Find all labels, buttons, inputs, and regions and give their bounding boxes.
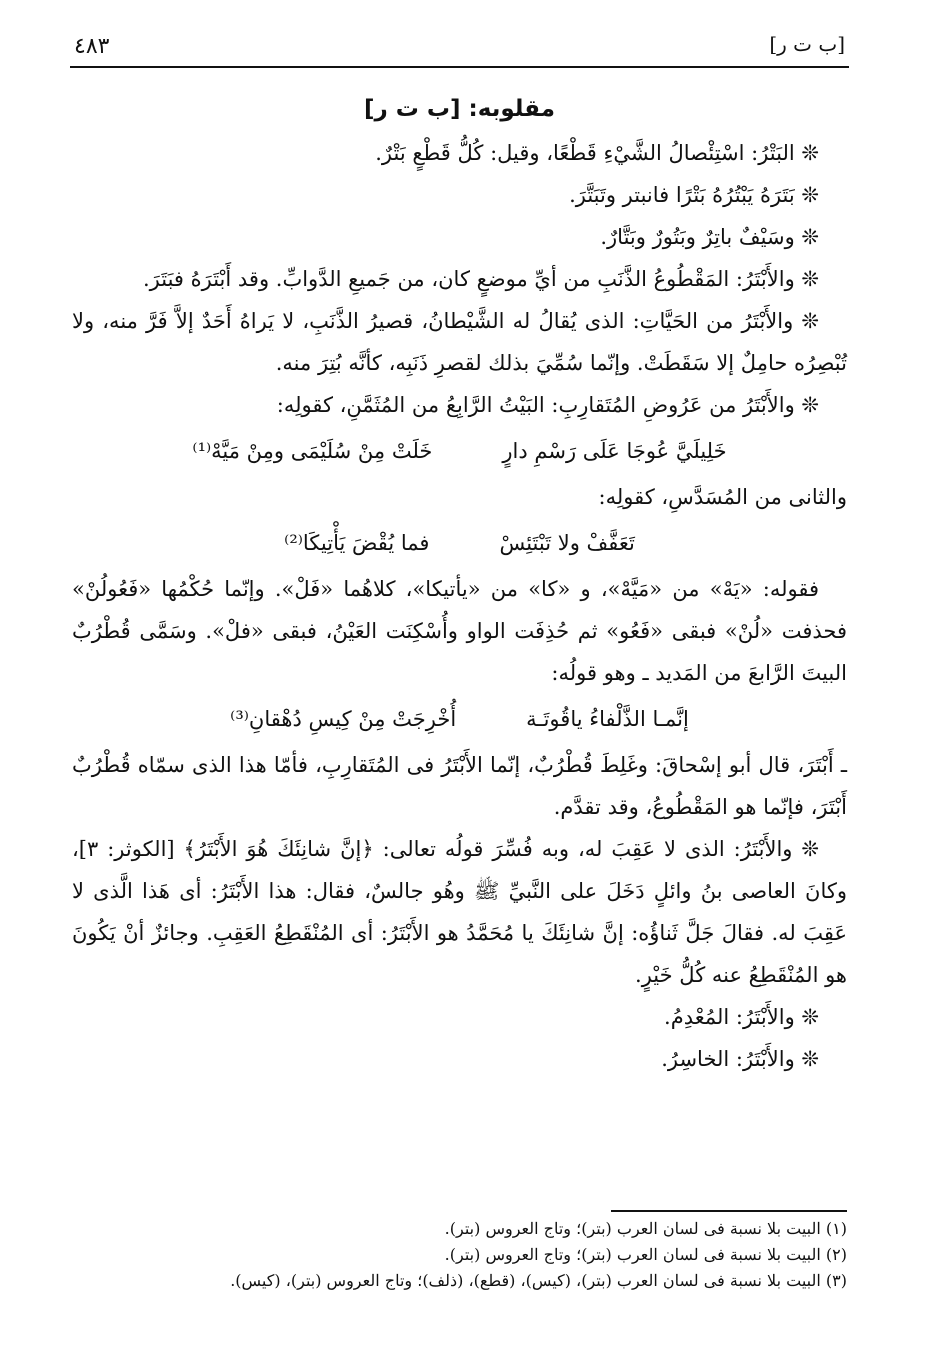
footnote-divider xyxy=(611,1210,847,1212)
footnote-2: (٢) البيت بلا نسبة فى لسان العرب (بتر)؛ وتاج العروس (بتر). xyxy=(444,1245,847,1264)
entry-paragraph: ❊ والأَبْتَرُ: الذى لا عَقِبَ له، وبه فُسِّرَ قولُه تعالى: ﴿إنَّ شانِئَكَ هُوَ الأَبْتَرُ﴾ [الكوثر: ٣]، وكانَ العاصى بنُ وائلٍ دَخَلَ على النَّبيِّ ﷺ وهُو جالسٌ، فقال: هذا الأَبْتَرُ: أى هَذا الَّذى لا عَقِبَ له. فقالَ جَلَّ ثَناؤُه: إنَّ شانِئَكَ يا مُحَمَّدُ هو الأَبْتَرُ: أى المُنْقَطِعُ العَقِبِ. وجائزٌ أنْ يَكُونَ هو المُنْقَطِعُ عنه كُلُّ خَيْرٍ. xyxy=(72,837,847,987)
entry-paragraph: ❊ والأَبْتَرُ: الخاسِرُ. xyxy=(661,1047,819,1071)
entry-paragraph: ❊ والأَبْتَرُ: المَقْطُوعُ الذَّنَبِ من أيِّ موضعٍ كان، من جَميعِ الدَّوابِّ. وقد أَبْتَرَهُ فبَتَرَ. xyxy=(142,267,819,291)
verse-2-first-hemistich: تَعَفَّفْ ولا تَبْتَئِسْ xyxy=(499,531,635,555)
entry-paragraph: فقوله: «يَهْ» من «مَيَّهْ»، و «كا» من «يأتيكا»، كلاهُما «فَلْ». وإنّما حُكْمُها «فَعُولُنْ» فحذفت «لُنْ» فبقى «فَعُو» ثم حُذِفَت الواو وأُسْكِنَت العَيْنُ، فبقى «فلْ». وسَمَّى قُطْرُبٌ البيتَ الرَّابعَ من المَديد ـ وهو قولُه: xyxy=(72,577,847,685)
entry-paragraph: ❊ والأَبْتَرُ: المُعْدِمُ. xyxy=(664,1005,819,1029)
running-title: [ب ت ر] xyxy=(769,32,845,56)
entry-paragraph: ـ أَبْتَرَ، قال أبو إسْحاقَ: وغَلِطَ قُطْرُبٌ، إنّما الأَبْتَرُ فى المُتَقارِبِ، فأمّا هذا الذى سمّاه قُطْرُبٌ أَبْتَرَ، فإنّما هو المَقْطُوعُ، وقد تقدَّم. xyxy=(72,753,847,819)
section-title: مقلوبه: [ب ت ر] xyxy=(364,96,555,122)
entry-paragraph: ❊ بَتَرَهُ يَبْتُرُهُ بَتْرًا فانبتر وتَبَتَّرَ. xyxy=(569,183,819,207)
footnote-3: (٣) البيت بلا نسبة فى لسان العرب (بتر)، (كيس)، (قطع)، (ذلف)؛ وتاج العروس (بتر)، (كيس). xyxy=(230,1271,847,1290)
footnotes xyxy=(72,1216,847,1294)
verse-1-second-hemistich: خَلَتْ مِنْ سُلَيْمَى ومِنْ مَيَّهْ⁽¹⁾ xyxy=(192,439,433,463)
verse-1-first-hemistich: خَلِيلَيَّ عُوجَا عَلَى رَسْمِ دارٍ xyxy=(502,439,727,463)
entry-paragraph: والثانى من المُسَدَّسِ، كقولِه: xyxy=(598,485,847,509)
entry-paragraph: ❊ والأَبْتَرُ من عَرُوضِ المُتَقارِبِ: البَيْتُ الرَّابِعُ من المُثَمَّنِ، كقولِه: xyxy=(276,393,819,417)
main-text xyxy=(72,88,847,1080)
verse-3-second-hemistich: أُخْرِجَتْ مِنْ كِيسِ دُهْقانِ⁽³⁾ xyxy=(230,707,457,731)
verse-1 xyxy=(72,430,847,472)
page-header xyxy=(70,28,849,68)
entry-paragraph: ❊ البَتْرُ: اسْتِئْصالُ الشَّيْءِ قَطْعًا، وقيل: كُلُّ قَطْعٍ بَتْرٌ. xyxy=(375,141,819,165)
verse-2-second-hemistich: فما يُقْضَ يَأْتِيكَا⁽²⁾ xyxy=(284,531,430,555)
verse-2 xyxy=(72,522,847,564)
verse-3-first-hemistich: إنَّمـا الذَّلْفاءُ ياقُوتَـة xyxy=(526,707,689,731)
verse-3 xyxy=(72,698,847,740)
footnote-1: (١) البيت بلا نسبة فى لسان العرب (بتر)؛ وتاج العروس (بتر). xyxy=(444,1219,847,1238)
entry-paragraph: ❊ والأَبْتَرُ من الحَيَّاتِ: الذى يُقالُ له الشَّيْطانُ، قصيرُ الذَّنَبِ، لا يَراهُ أَحَدٌ إلاَّ فَرَّ منه، ولا تُبْصِرُه حامِلٌ إلا سَقَطَتْ. وإنّما سُمِّيَ بذلك لقصرِ ذَنَبِه، كأنَّه بُتِرَ منه. xyxy=(72,309,847,375)
page-number: ٤٨٣ xyxy=(74,34,110,59)
entry-paragraph: ❊ وسَيْفٌ باتِرٌ وبَتُورٌ وبَتَّارٌ. xyxy=(600,225,819,249)
